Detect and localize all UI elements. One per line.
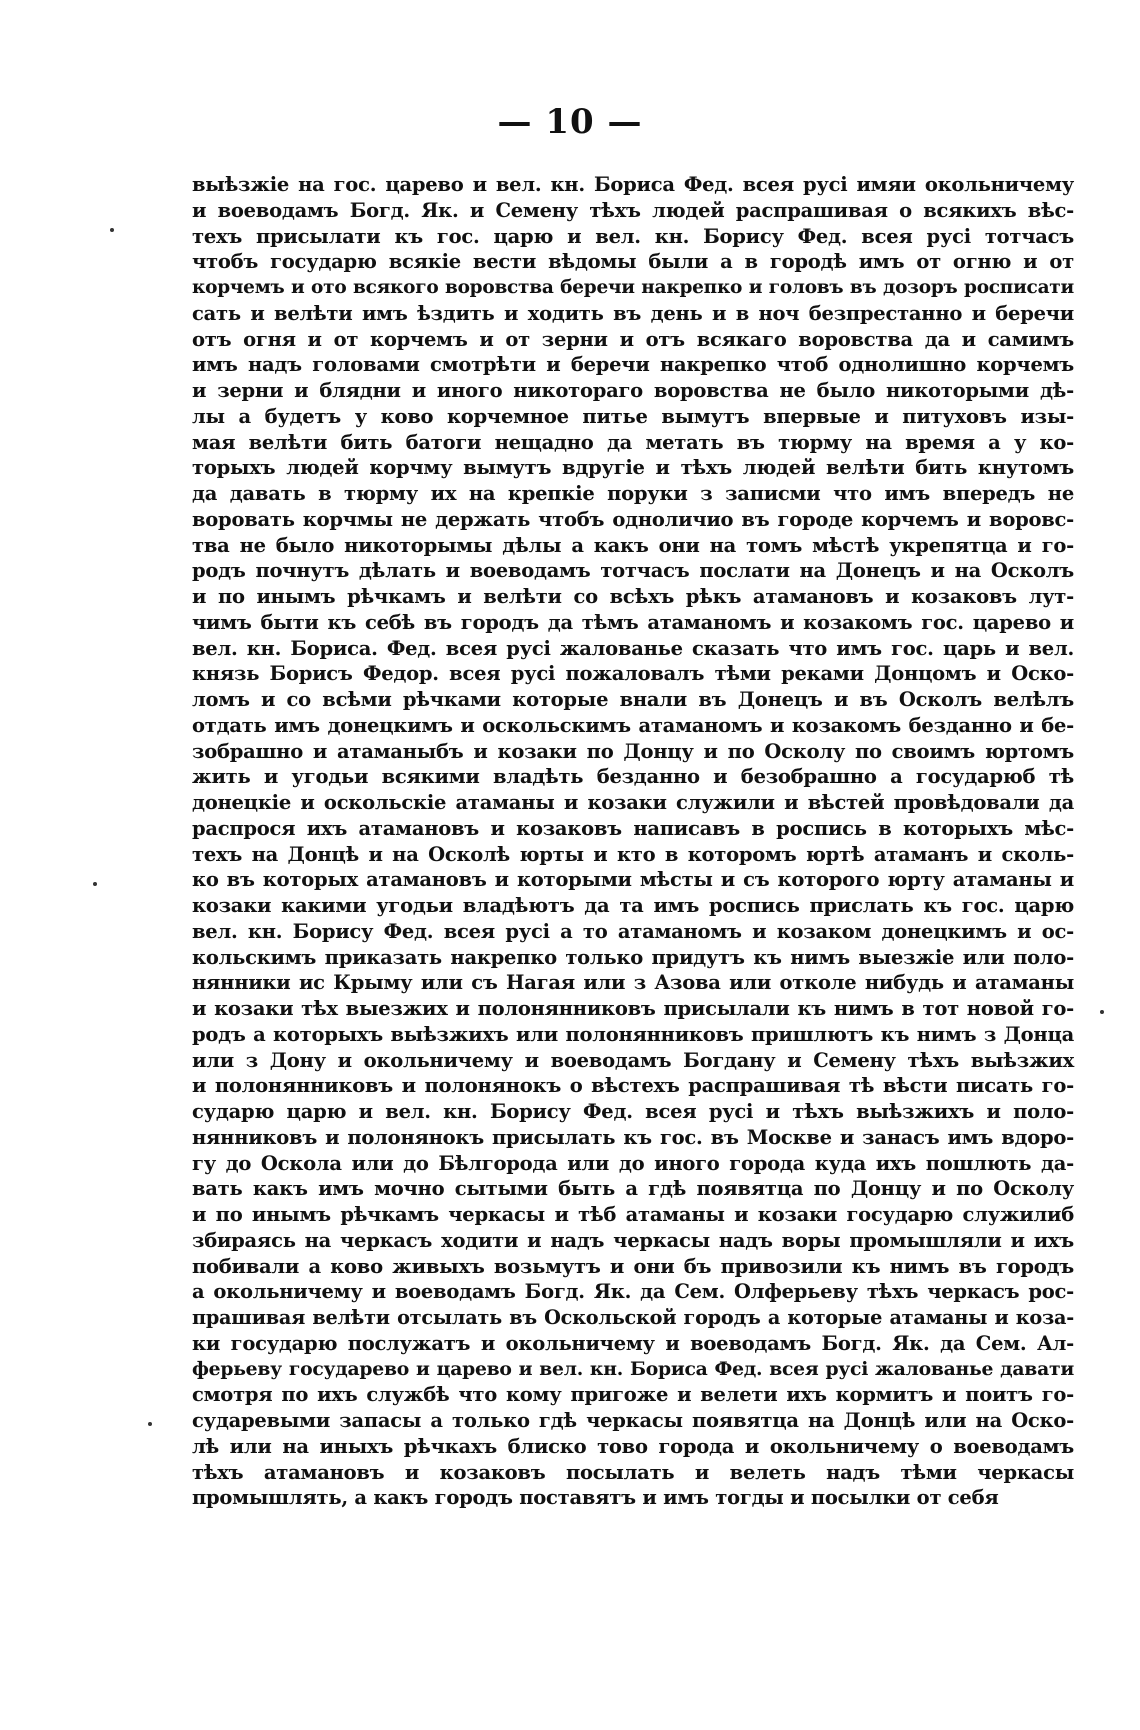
text-line: гу до Оскола или до Бѣлгорода или до иного города куда ихъ пошлють да- (192, 1151, 1074, 1175)
text-line: и козаки тѣх выезжих и полонянниковъ присылали къ нимъ в тот новой го- (192, 997, 1074, 1020)
text-line: нянниковъ и полонянокъ присылать къ гос. въ Москве и занасъ имъ вдоро- (192, 1125, 1074, 1149)
text-line: и зерни и блядни и иного никотораго воровства не было никоторыми дѣ- (192, 379, 1074, 402)
text-line: и по инымъ рѣчкамъ и велѣти со всѣхъ рѣкъ атамановъ и козаковъ лут- (192, 585, 1074, 608)
text-line: распрося ихъ атамановъ и козаковъ написавъ в роспись в которыхъ мѣс- (192, 816, 1074, 840)
margin-speck (110, 228, 114, 232)
text-line: или з Дону и окольничему и воеводамъ Богдану и Семену тѣхъ выѣзжих (192, 1048, 1074, 1072)
text-line: князь Борисъ Федор. всея русі пожаловалъ тѣми реками Донцомъ и Оско- (192, 662, 1074, 686)
margin-speck (1100, 1010, 1104, 1014)
page-number: — 10 — (497, 102, 643, 142)
text-line: промышлять, а какъ городъ поставятъ и имъ тогды и посылки от себя (192, 1486, 999, 1510)
text-line: побивали а ково живыхъ возьмутъ и они бъ привозили къ нимъ въ городъ (192, 1254, 1074, 1278)
text-line: збираясь на черкасъ ходити и надъ черкасы надъ воры промышляли и ихъ (192, 1228, 1074, 1252)
text-line: воровать корчмы не держать чтобъ одноличио въ городе корчемъ и воровс- (192, 507, 1074, 531)
text-line: донецкіе и оскольскіе атаманы и козаки служили и вѣстей провѣдовали да (192, 791, 1074, 814)
text-line: родъ почнутъ дѣлать и воеводамъ тотчасъ послати на Донецъ и на Осколъ (192, 559, 1074, 583)
text-line: сать и велѣти имъ ѣздить и ходить въ день и в ноч безпрестанно и беречи (192, 301, 1074, 325)
text-line: лѣ или на иныхъ рѣчкахъ блиско тово города и окольничему о воеводамъ (192, 1434, 1074, 1458)
body-text (192, 172, 1074, 1511)
text-line: тѣхъ атамановъ и козаковъ посылать и велеть надъ тѣми черкасы (192, 1460, 1074, 1484)
text-line: вел. кн. Борису Фед. всея русі а то атаманомъ и козаком донецкимъ и ос- (192, 919, 1074, 943)
text-line: и по инымъ рѣчкамъ черкасы и тѣб атаманы и козаки государю служилиб (192, 1203, 1074, 1226)
text-line: вать какъ имъ мочно сытыми быть а гдѣ появятца по Донцу и по Осколу (192, 1177, 1074, 1201)
text-line: торыхъ людей корчму вымутъ вдругіе и тѣхъ людей велѣти бить кнутомъ (192, 456, 1074, 480)
text-line: а окольничему и воеводамъ Богд. Як. да Сем. Олферьеву тѣхъ черкасъ рос- (192, 1280, 1074, 1304)
text-line: мая велѣти бить батоги нещадно да метать въ тюрму на время а у ко- (192, 430, 1074, 454)
text-line: родъ а которыхъ выѣзжихъ или полонянниковъ пришлютъ къ нимъ з Донца (192, 1022, 1074, 1046)
text-line: отдать имъ донецкимъ и оскольскимъ атаманомъ и козакомъ безданно и бе- (192, 713, 1074, 737)
text-line: корчемъ и ото всякого воровства беречи накрепко и головъ въ дозоръ росписати (192, 277, 1074, 298)
text-line: нянники ис Крыму или съ Нагая или з Азова или отколе нибудь и атаманы (192, 971, 1074, 995)
text-line: отъ огня и от корчемъ и от зерни и отъ всякаго воровства да и самимъ (192, 327, 1074, 351)
text-line: сударевыми запасы а только гдѣ черкасы появятца на Донцѣ или на Оско- (192, 1409, 1074, 1432)
text-line: вел. кн. Бориса. Фед. всея русі жалованье сказать что имъ гос. царь и вел. (192, 636, 1074, 660)
text-line: прашивая велѣти отсылать въ Оскольской городъ а которые атаманы и коза- (192, 1306, 1074, 1329)
text-line: чтобъ государю всякіе вести вѣдомы были а в городѣ имъ от огню и от (192, 250, 1074, 274)
text-line: ломъ и со всѣми рѣчками которые внали въ Донецъ и въ Осколъ велѣлъ (192, 688, 1074, 711)
text-line: и воеводамъ Богд. Як. и Семену тѣхъ людей распрашивая о всякихъ вѣс- (192, 198, 1074, 222)
text-line: кольскимъ приказать накрепко только придутъ къ нимъ выезжіе или поло- (192, 945, 1074, 969)
text-line: и полонянниковъ и полонянокъ о вѣстехъ распрашивая тѣ вѣсти писать го- (192, 1074, 1074, 1098)
text-line: выѣзжіе на гос. царево и вел. кн. Бориса Фед. всея русі имяи окольничему (192, 173, 1074, 196)
text-line: жить и угодьи всякими владѣть безданно и безобрашно а государюб тѣ (192, 765, 1074, 789)
margin-speck (93, 882, 97, 886)
text-line: сударю царю и вел. кн. Борису Фед. всея русі и тѣхъ выѣзжихъ и поло- (192, 1100, 1074, 1123)
text-line: лы а будетъ у ково корчемное питье вымутъ впервые и питуховъ изы- (192, 404, 1074, 428)
margin-speck (148, 1422, 152, 1426)
text-line: ко въ которых атамановъ и которыми мѣсты и съ которого юрту атаманы и (192, 868, 1074, 892)
text-line: смотря по ихъ службѣ что кому пригоже и велети ихъ кормитъ и поитъ го- (192, 1383, 1074, 1407)
text-line: техъ присылати къ гос. царю и вел. кн. Борису Фед. всея русі тотчасъ (192, 224, 1074, 248)
text-line: ферьеву государево и царево и вел. кн. Бориса Фед. всея русі жалованье давати (192, 1357, 1074, 1380)
text-line: имъ надъ головами смотрѣти и беречи накрепко чтоб однолишно корчемъ (192, 353, 1074, 377)
text-line: зобрашно и атаманыбъ и козаки по Донцу и по Осколу по своимъ юртомъ (192, 739, 1074, 763)
text-line: чимъ быти къ себѣ въ городъ да тѣмъ атаманомъ и козакомъ гос. царево и (192, 610, 1074, 634)
text-line: козаки какими угодьи владѣютъ да та имъ роспись прислать къ гос. царю (192, 894, 1074, 917)
text-line: да давать в тюрму их на крепкіе поруки з записми что имъ впередъ не (192, 482, 1074, 505)
text-line: тва не было никоторымы дѣлы а какъ они на томъ мѣстѣ укрепятца и го- (192, 533, 1074, 557)
text-line: ки государю послужатъ и окольничему и воеводамъ Богд. Як. да Сем. Ал- (192, 1331, 1074, 1355)
text-line: техъ на Донцѣ и на Осколѣ юрты и кто в которомъ юртѣ атаманъ и сколь- (192, 842, 1074, 866)
